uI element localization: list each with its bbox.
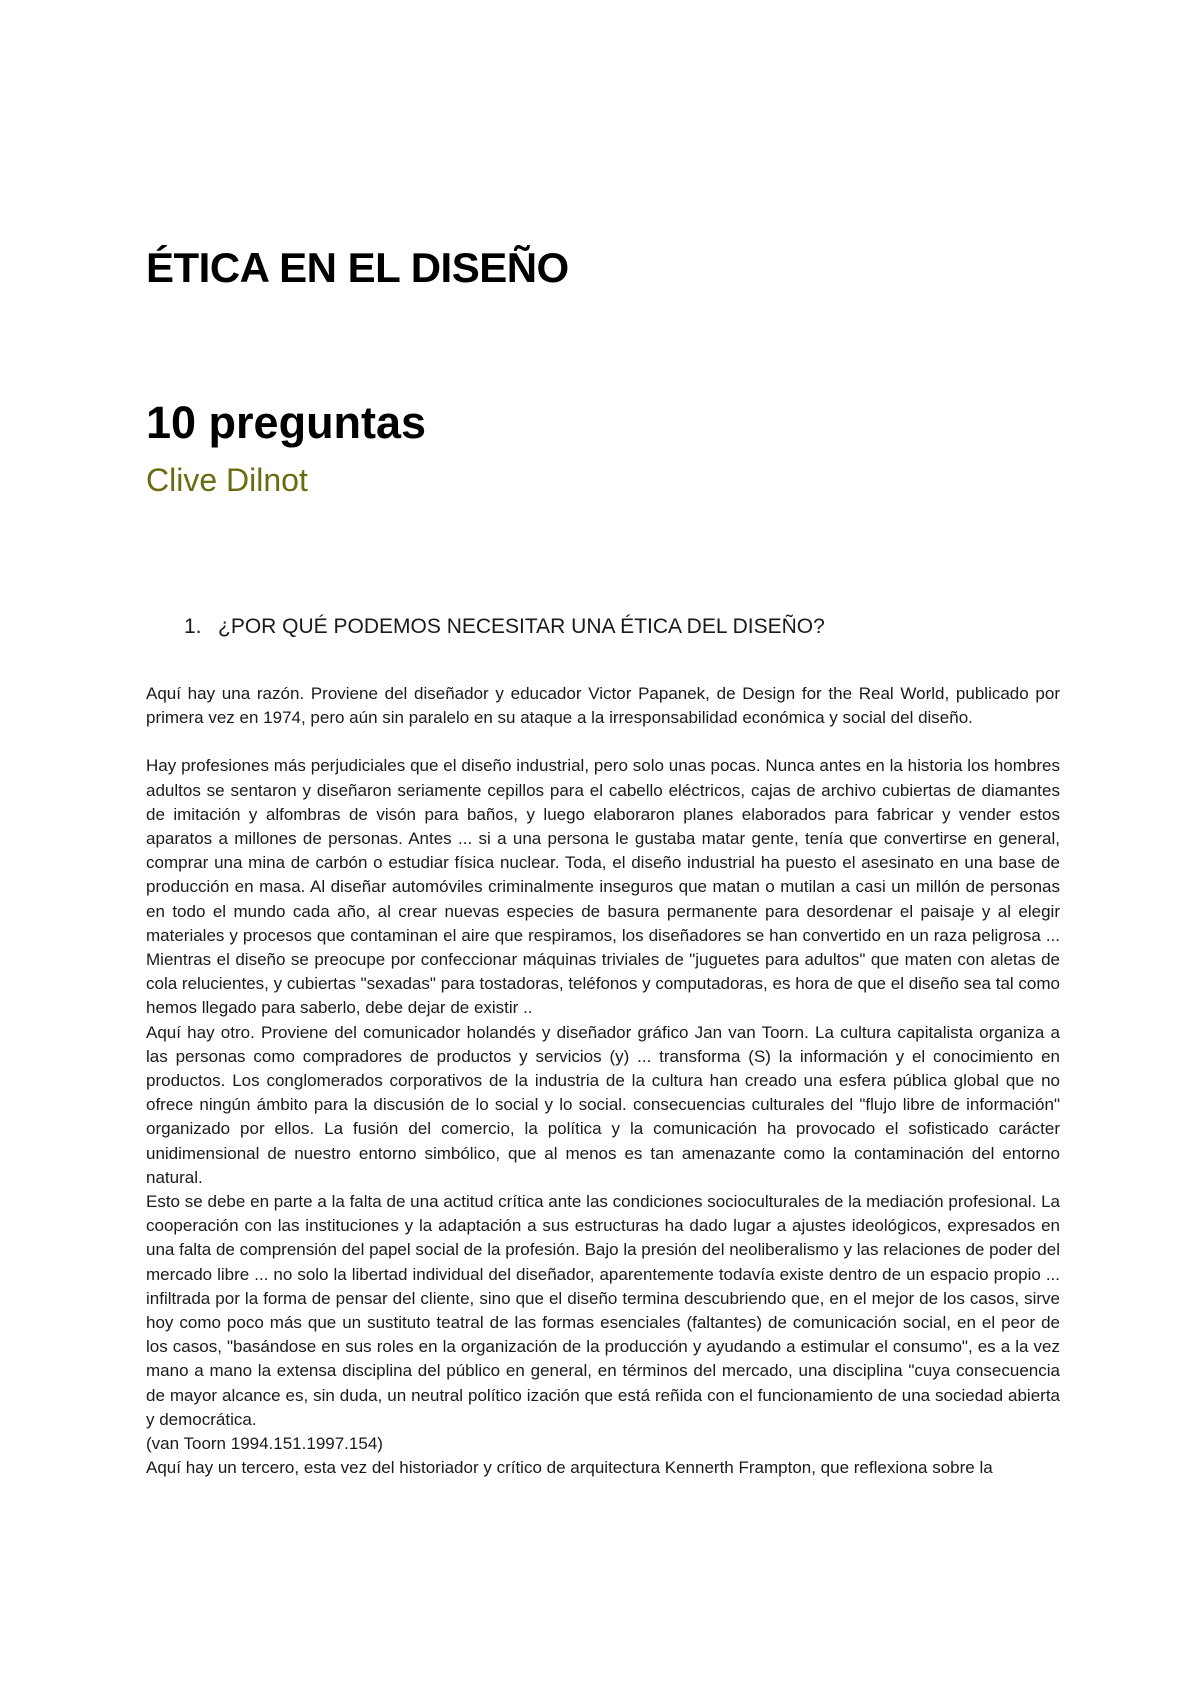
paragraph-2: Hay profesiones más perjudiciales que el diseño industrial, pero solo unas pocas. Nunca antes en la historia los hombres adultos se sentaron y diseñaron seriamente cepillos para el cabello eléctricos, cajas de archivo cubiertas de diamantes de imitación y alfombras de visón para baños, y luego elaboraron planes elaborados para fabricar y vender estos aparatos a millones de personas. Antes ... si a una persona le gustaba matar gente, tenía que convertirse en general, comprar una mina de carbón o estudiar física nuclear. Toda, el diseño industrial ha puesto el asesinato en una base de producción en masa. Al diseñar automóviles criminalmente inseguros que matan o mutilan a casi un millón de personas en todo el mundo cada año, al crear nuevas especies de basura permanente para desordenar el paisaje y al elegir materiales y procesos que contaminan el aire que respiramos, los diseñadores se han convertido en un raza peligrosa ... Mientras el diseño se preocupe por confeccionar máquinas triviales de "juguetes para adultos" que maten con aletas de cola relucientes, y cubiertas "sexadas" para tostadoras, teléfonos y computadoras, es hora de que el diseño sea tal como hemos llegado para saberlo, debe dejar de existir .. (146, 756, 1060, 1018)
document-author: Clive Dilnot (146, 462, 308, 498)
citation: (van Toorn 1994.151.1997.154) (146, 1434, 383, 1454)
section-heading-text: ¿POR QUÉ PODEMOS NECESITAR UNA ÉTICA DEL DISEÑO? (218, 615, 825, 638)
paragraph-3: Aquí hay otro. Proviene del comunicador holandés y diseñador gráfico Jan van Toorn. La cultura capitalista organiza a las personas como compradores de productos y servicios (y) ... transforma (S) la información y el conocimiento en productos. Los conglomerados corporativos de la industria de la cultura han creado una esfera pública global que no ofrece ningún ámbito para la discusión de lo social y lo social. consecuencias culturales del "flujo libre de información" organizado por ellos. La fusión del comercio, la política y la comunicación ha provocado el sofisticado carácter unidimensional de nuestro entorno simbólico, que al menos es tan amenazante como la contaminación del entorno natural. (146, 1022, 1060, 1187)
paragraph-1: Aquí hay una razón. Proviene del diseñador y educador Victor Papanek, de Design for the Real World, publicado por primera vez en 1974, pero aún sin paralelo en su ataque a la irresponsabilidad económica y social del diseño. (146, 684, 1060, 728)
document-subtitle: 10 preguntas (146, 397, 427, 448)
paragraph-4: Esto se debe en parte a la falta de una actitud crítica ante las condiciones socioculturales de la mediación profesional. La cooperación con las instituciones y la adaptación a sus estructuras ha dado lugar a ajustes ideológicos, expresados en una falta de comprensión del papel social de la profesión. Bajo la presión del neoliberalismo y las relaciones de poder del mercado libre ... no solo la libertad individual del diseñador, aparentemente todavía existe dentro de un espacio propio ... infiltrada por la forma de pensar del cliente, sino que el diseño termina descubriendo que, en el mejor de los casos, sirve hoy como poco más que un sustituto teatral de las formas esenciales (faltantes) de comunicación social, en el peor de los casos, "basándose en sus roles en la organización de la producción y ayudando a estimular el consumo", es a la vez mano a mano la extensa disciplina del público en general, en términos del mercado, una disciplina "cuya consecuencia de mayor alcance es, sin duda, un neutral político ización que está reñida con el funcionamiento de una sociedad abierta y democrática. (146, 1192, 1060, 1429)
section-number: 1. (184, 615, 202, 638)
paragraph-5: Aquí hay un tercero, esta vez del historiador y crítico de arquitectura Kennerth Frampton, que reflexiona sobre la (146, 1458, 993, 1478)
body-text (146, 682, 1060, 1481)
document-title: ÉTICA EN EL DISEÑO (146, 244, 569, 291)
section-heading (184, 613, 825, 641)
